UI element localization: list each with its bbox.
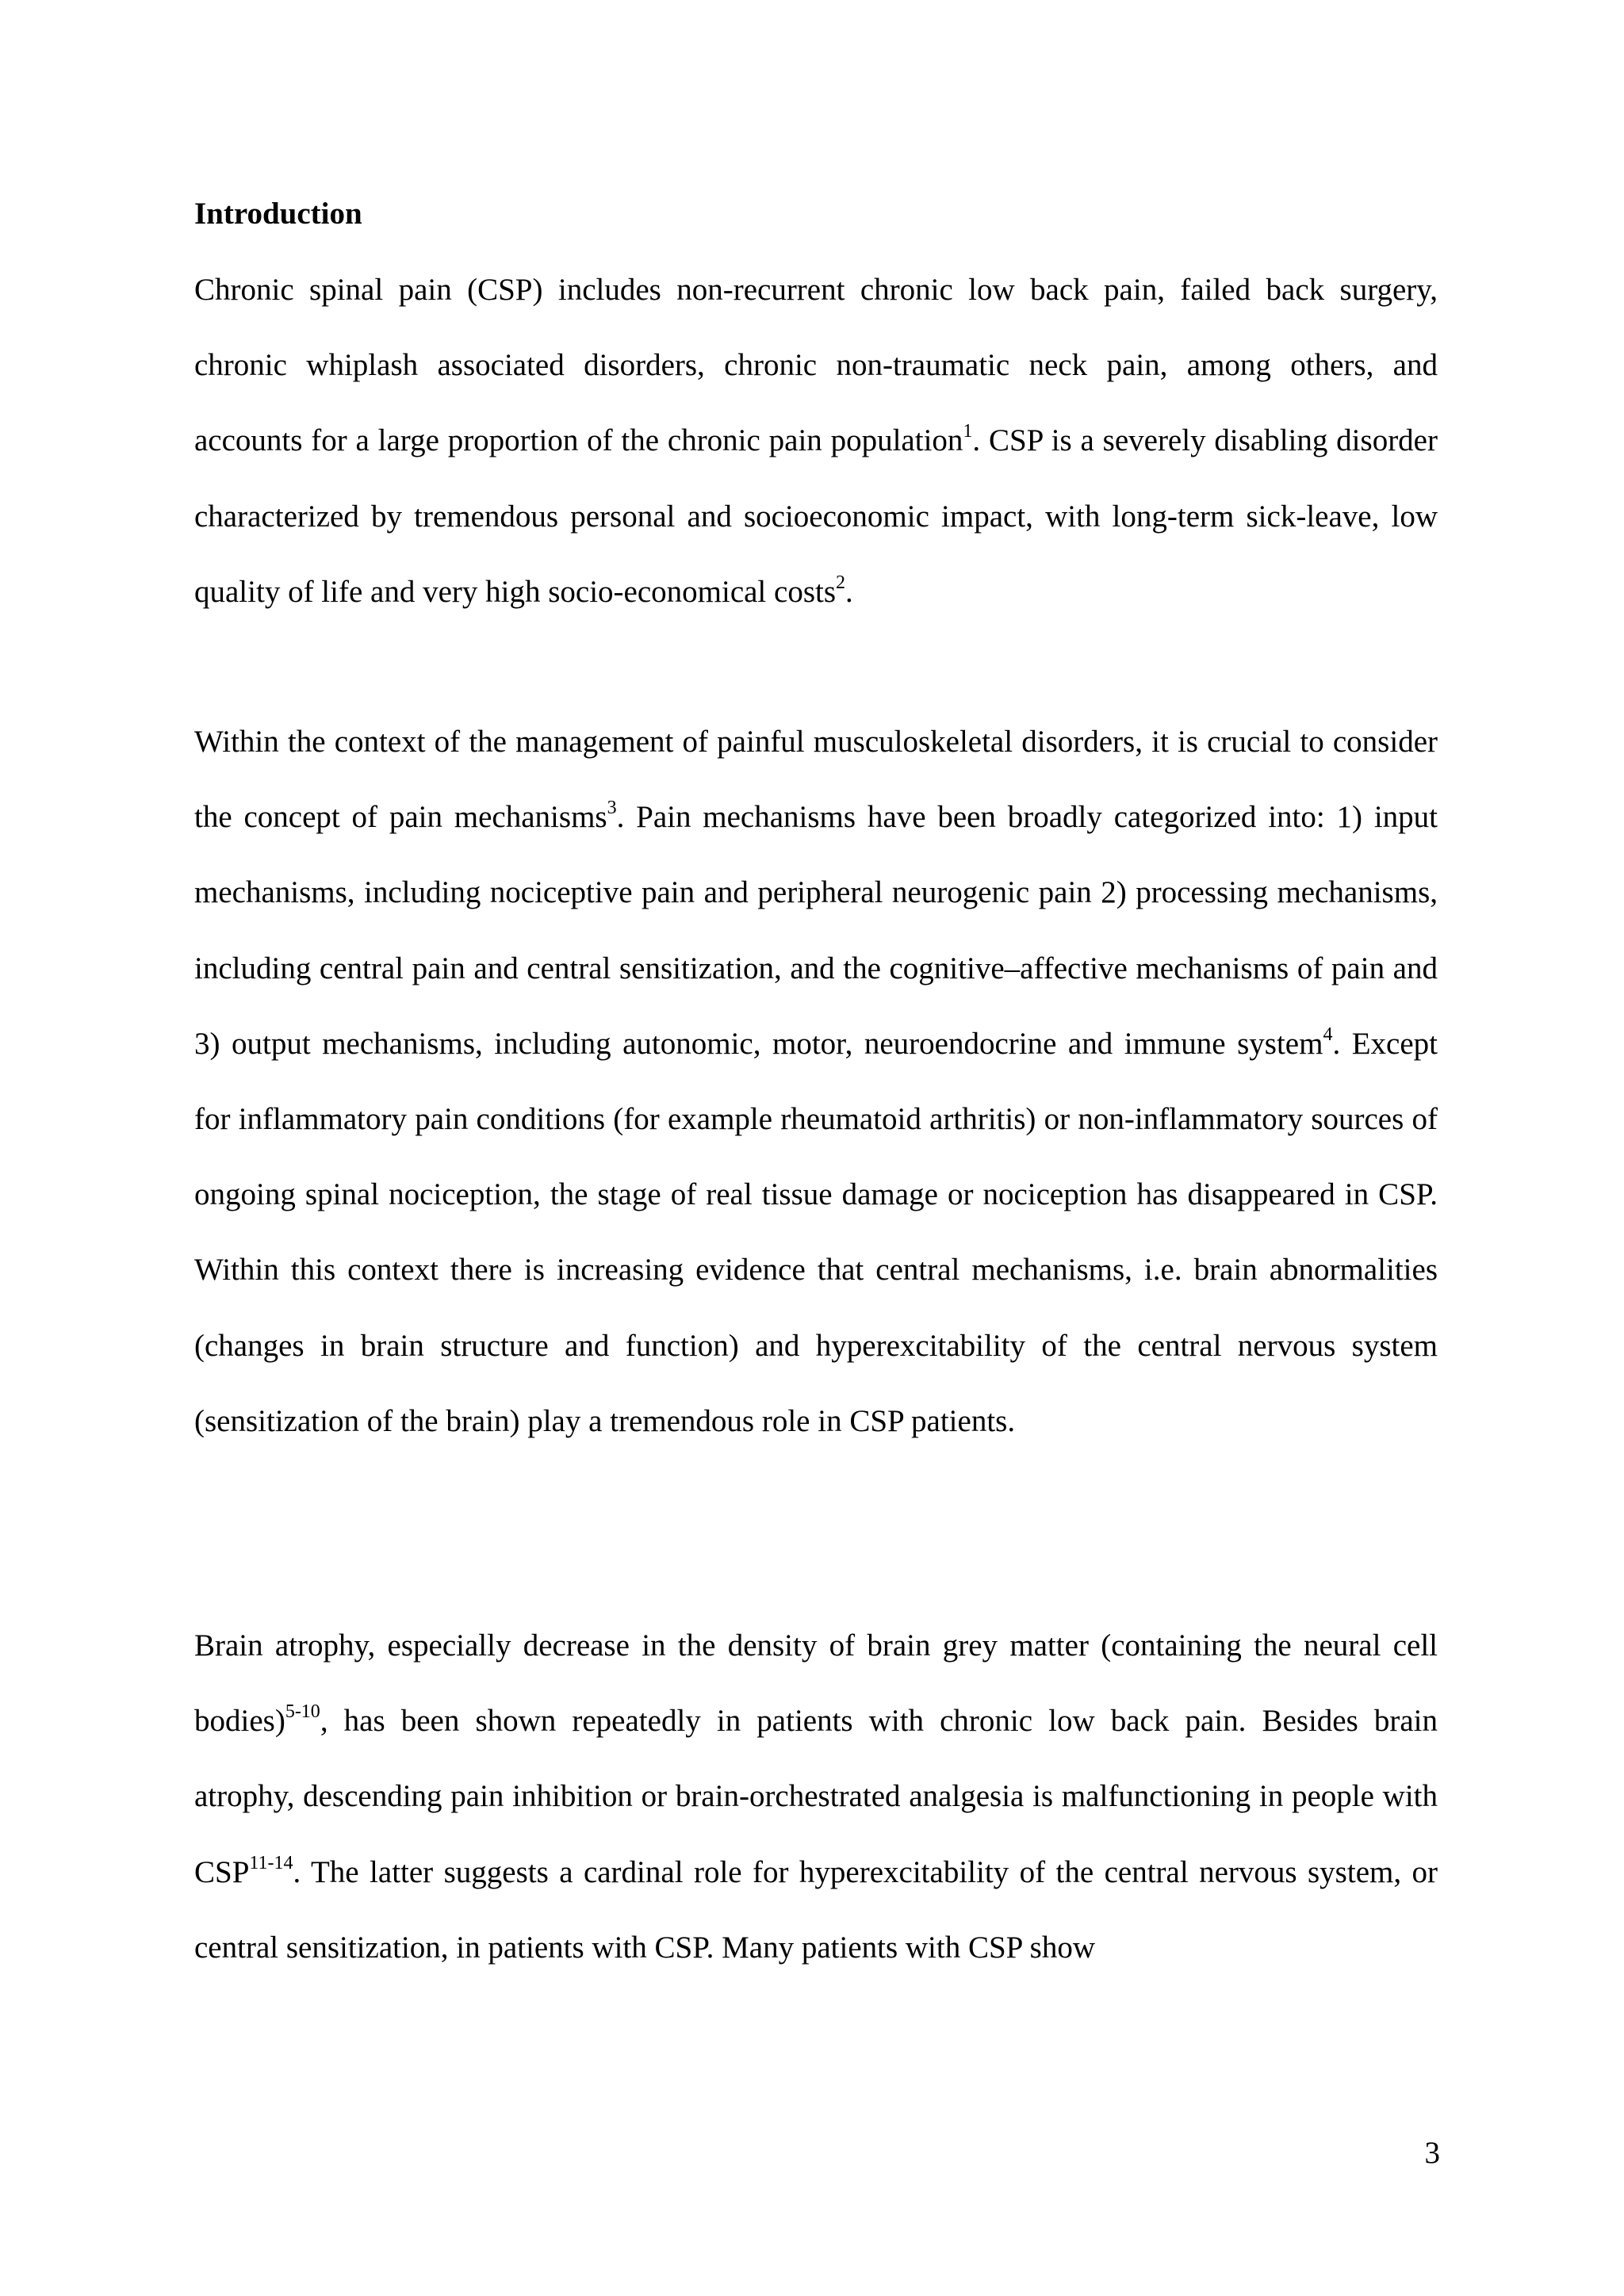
citation-2: 2 [836, 572, 846, 593]
citation-1: 1 [963, 421, 973, 442]
section-heading: Introduction [194, 197, 362, 231]
paragraph-1-text-c: . [845, 574, 853, 609]
page-number: 3 [1424, 2136, 1440, 2170]
paragraph-1-text-a: Chronic spinal pain (CSP) includes non-recurrent chronic low back pain, failed back surgery, chronic whiplash associated disorders, chronic non-traumatic neck pain, among others, and accounts for a large proportion of the chronic pain population [194, 273, 1438, 458]
paragraph-1 [194, 252, 1438, 629]
citation-3: 3 [607, 798, 617, 819]
paragraph-3 [194, 1608, 1438, 1985]
paragraph-3-text-c: . The latter suggests a cardinal role for hyperexcitability of the central nervous system, or central sensitization, in patients with CSP. Many patients with CSP show [194, 1854, 1438, 1965]
citation-5-10: 5-10 [285, 1701, 320, 1723]
citation-4: 4 [1323, 1024, 1333, 1045]
paragraph-1-text-b: . CSP is a severely disabling disorder characterized by tremendous personal and socioeconomic impact, with long-term sick-leave, low quality of life and very high socio-economical costs [194, 423, 1438, 609]
citation-11-14: 11-14 [249, 1852, 293, 1873]
paragraph-2-text-a: Within the context of the management of painful musculoskeletal disorders, it is crucial to consider the concept of pain mechanisms [194, 725, 1438, 835]
paragraph-2-text-b: . Pain mechanisms have been broadly categorized into: 1) input mechanisms, including nociceptive pain and peripheral neurogenic pain 2) processing mechanisms, including central pain and central sensitization, and the cognitive–affective mechanisms of pain and 3) output mechanisms, including autonomic, motor, neuroendocrine and immune system [194, 800, 1438, 1061]
paragraph-2 [194, 704, 1438, 1459]
paragraph-3-text-a: Brain atrophy, especially decrease in the density of brain grey matter (containing the neural cell bodies) [194, 1628, 1438, 1739]
paragraph-2-text-c: . Except for inflammatory pain conditions (for example rheumatoid arthritis) or non-inflammatory sources of ongoing spinal nociception, the stage of real tissue damage or nociception has disappeared in CSP. Within this context there is increasing evidence that central mechanisms, i.e. brain abnormalities (changes in brain structure and function) and hyperexcitability of the central nervous system (sensitization of the brain) play a tremendous role in CSP patients. [194, 1026, 1438, 1438]
paragraph-3-text-b: , has been shown repeatedly in patients with chronic low back pain. Besides brain atrophy, descending pain inhibition or brain-orchestrated analgesia is malfunctioning in people with CSP [194, 1704, 1438, 1889]
